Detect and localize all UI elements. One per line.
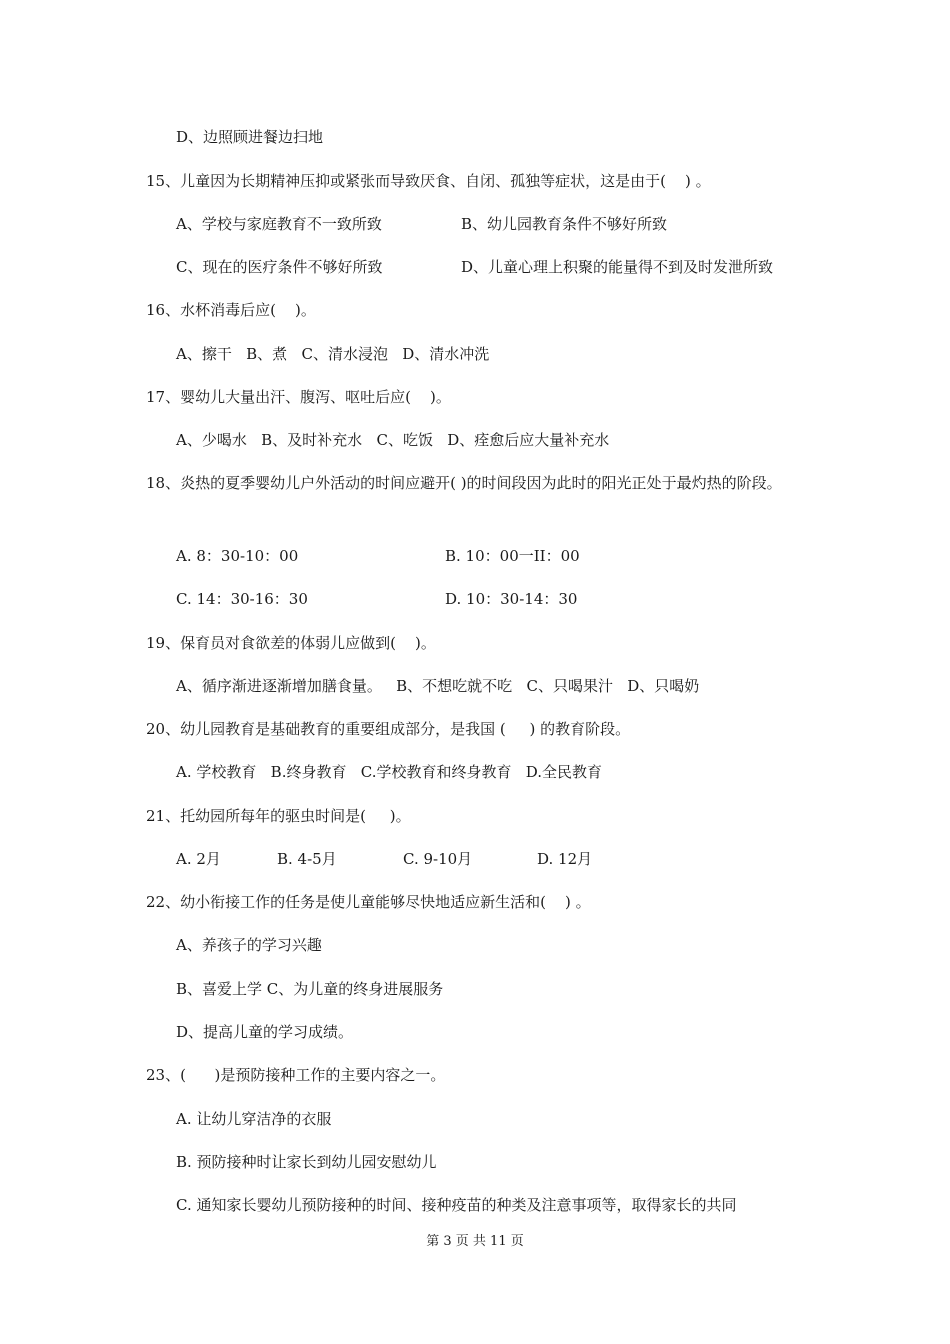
option-text: A、养孩子的学习兴趣 [176,936,322,954]
option-text: A. 让幼儿穿洁净的衣服 [176,1110,332,1128]
option-text: A、擦干 B、煮 C、清水浸泡 D、清水冲洗 [176,345,490,363]
page-footer: 第 3 页 共 11 页 [426,1234,524,1249]
option-text: A. 学校教育 B.终身教育 C.学校教育和终身教育 D.全民教育 [176,763,603,781]
option-text: A、少喝水 B、及时补充水 C、吃饭 D、痊愈后应大量补充水 [176,431,610,449]
option-text: D、儿童心理上积聚的能量得不到及时发泄所致 [461,258,774,276]
option-text: C、现在的医疗条件不够好所致 [176,258,383,276]
option-text: A、循序渐进逐渐增加膳食量。 B、不想吃就不吃 C、只喝果汁 D、只喝奶 [176,677,700,695]
option-text: D、提高儿童的学习成绩。 [176,1023,354,1041]
question-22: 22、幼小衔接工作的任务是使儿童能够尽快地适应新生活和( ) 。 [146,893,591,911]
option-text: C. 通知家长婴幼儿预防接种的时间、接种疫苗的种类及注意事项等，取得家长的共同 [176,1196,737,1214]
option-text: B. 预防接种时让家长到幼儿园安慰幼儿 [176,1153,437,1171]
question-20: 20、幼儿园教育是基础教育的重要组成部分，是我国 ( ) 的教育阶段。 [146,720,631,738]
question-16: 16、水杯消毒后应( )。 [146,301,316,319]
option-text: B、幼儿园教育条件不够好所致 [461,215,668,233]
option-text: A、学校与家庭教育不一致所致 [176,215,382,233]
option-text: B. 4-5月 [277,850,337,868]
question-15: 15、儿童因为长期精神压抑或紧张而导致厌食、自闭、孤独等症状，这是由于( ) 。 [146,172,711,190]
option-text: D、边照顾进餐边扫地 [176,128,324,146]
option-text: A. 2月 [176,850,221,868]
option-text: C. 14：30-16：30 [176,590,308,608]
option-text: B. 10：00一II：00 [445,547,580,565]
question-21: 21、托幼园所每年的驱虫时间是( )。 [146,807,411,825]
question-17: 17、婴幼儿大量出汗、腹泻、呕吐后应( )。 [146,388,451,406]
option-text: D. 10：30-14：30 [445,590,578,608]
option-text: C. 9-10月 [403,850,473,868]
question-23: 23、( )是预防接种工作的主要内容之一。 [146,1066,446,1084]
option-text: D. 12月 [537,850,593,868]
question-19: 19、保育员对食欲差的体弱儿应做到( )。 [146,634,436,652]
option-text: A. 8：30-10：00 [176,547,299,565]
question-18: 18、炎热的夏季婴幼儿户外活动的时间应避开( )的时间段因为此时的阳光正处于最灼热的阶段。 [146,474,782,492]
option-text: B、喜爱上学 C、为儿童的终身进展服务 [176,980,444,998]
